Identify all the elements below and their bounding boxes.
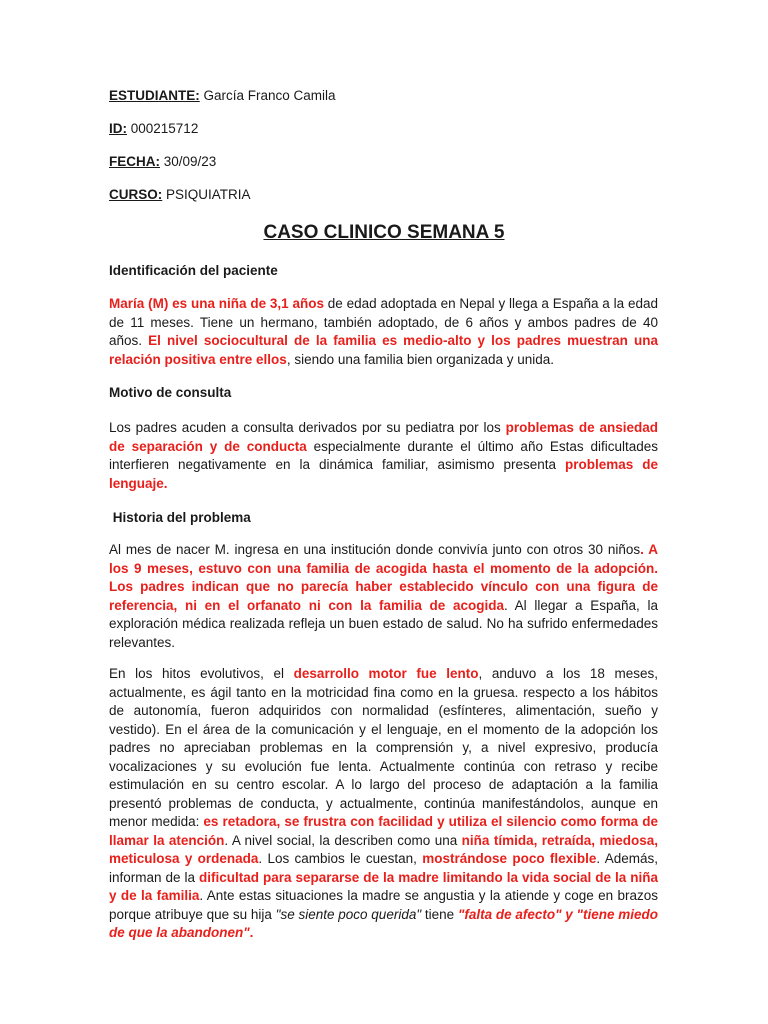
identification-paragraph <box>109 295 658 369</box>
history-p2-text-1: En los hitos evolutivos, el <box>109 666 294 681</box>
identification-text-4: , siendo una familia bien organizada y unida. <box>286 351 555 367</box>
reason-paragraph <box>109 419 658 493</box>
history-p1-text-1: Al mes de nacer M. ingresa en una institución donde convivía junto con otros 30 niños <box>109 542 641 557</box>
reason-heading: Motivo de consulta <box>109 385 232 400</box>
history-p2-text-6: niña tímida, retraída, miedosa, meticulosa y ordenada <box>109 832 658 866</box>
student-line <box>109 87 336 105</box>
history-p2-text-15: . <box>249 925 254 940</box>
history-heading: Historia del problema <box>109 510 251 525</box>
id-label: ID: <box>109 121 127 136</box>
student-value: García Franco Camila <box>199 88 336 103</box>
page-title: CASO CLINICO SEMANA 5 <box>263 222 505 243</box>
student-label: ESTUDIANTE: <box>109 88 200 103</box>
identification-text-2: de edad adoptada en Nepal y llega a España a la edad de 11 meses. Tiene un hermano, también adoptado, de 6 años y ambos padres de 40 años. <box>109 296 658 348</box>
history-p2-text-7: . Los cambios le cuestan, <box>258 851 423 866</box>
identification-heading: Identificación del paciente <box>109 263 278 278</box>
identification-text-1: María (M) es una niña de 3,1 años <box>109 296 324 311</box>
history-p2-text-12: "se siente poco querida" <box>275 906 422 922</box>
reason-text-1: Los padres acuden a consulta derivados por su pediatra por los <box>109 420 506 435</box>
id-value: 000215712 <box>127 121 199 136</box>
id-line <box>109 120 198 138</box>
reason-text-4: problemas de lenguaje. <box>109 457 659 491</box>
identification-text-3: El nivel sociocultural de la familia es medio-alto y los padres muestran una relación positiva entre ellos <box>109 333 659 367</box>
history-p2-text-2: desarrollo motor fue lento <box>293 666 479 681</box>
history-p2-text-4: es retadora, se frustra con facilidad y utiliza el silencio como forma de llamar la atención <box>109 814 658 848</box>
history-p2-text-10: dificultad para separarse de la madre limitando la vida social de la niña y de la familia <box>109 869 658 903</box>
history-p2-text-5: . A nivel social, la describen como una <box>224 832 462 848</box>
history-p2-text-9: . Además, informan de la <box>109 851 658 885</box>
course-line <box>109 186 251 204</box>
history-p2-text-14: "falta de afecto" y "tiene miedo de que la abandonen" <box>109 906 658 940</box>
date-label: FECHA: <box>109 154 160 169</box>
history-p2-text-11: . Ante estas situaciones la madre se angustia y la atiende y coge en brazos porque atribuye que su hija <box>109 888 658 922</box>
history-p1-text-2: . A los 9 meses, estuvo con una familia de acogida hasta el momento de la adopción. Los padres indican que no parecía haber establecido vínculo con una figura de referencia, ni en el orfanato ni con la familia de acogida <box>109 542 658 613</box>
reason-text-2: problemas de ansiedad de separación y de conducta <box>109 420 658 454</box>
history-paragraph-2 <box>109 665 658 943</box>
history-p1-text-3: . Al llegar a España, la exploración médica realizada refleja un buen estado de salud. No ha sufrido enfermedades relevantes. <box>109 597 658 650</box>
course-label: CURSO: <box>109 187 163 202</box>
reason-text-3: especialmente durante el último año Estas dificultades interfieren negativamente en la dinámica familiar, asimismo presenta <box>109 438 658 472</box>
course-value: PSIQUIATRIA <box>162 187 251 202</box>
history-p2-text-8: mostrándose poco flexible <box>422 851 597 866</box>
history-p2-text-13: tiene <box>421 906 458 922</box>
date-line <box>109 153 216 171</box>
date-value: 30/09/23 <box>160 154 217 169</box>
history-paragraph-1 <box>109 541 658 652</box>
history-p2-text-3: , anduvo a los 18 meses, actualmente, es ágil tanto en la motricidad fina como en la gruesa. respecto a los hábitos de autonomía, fueron adquiridos con normalidad (esfínteres, alimentación, sueño y vestido). En el área de la comunicación y el lenguaje, en el momento de la adopción los padres no apreciaban problemas en la comprensión y, a nivel expresivo, producía vocalizaciones y su evolución fue lenta. Actualmente continúa con retraso y recibe estimulación en su centro escolar. A lo largo del proceso de adaptación a la familia presentó problemas de conducta, y actualmente, continúa manifestándolos, aunque en menor medida: <box>109 666 658 829</box>
